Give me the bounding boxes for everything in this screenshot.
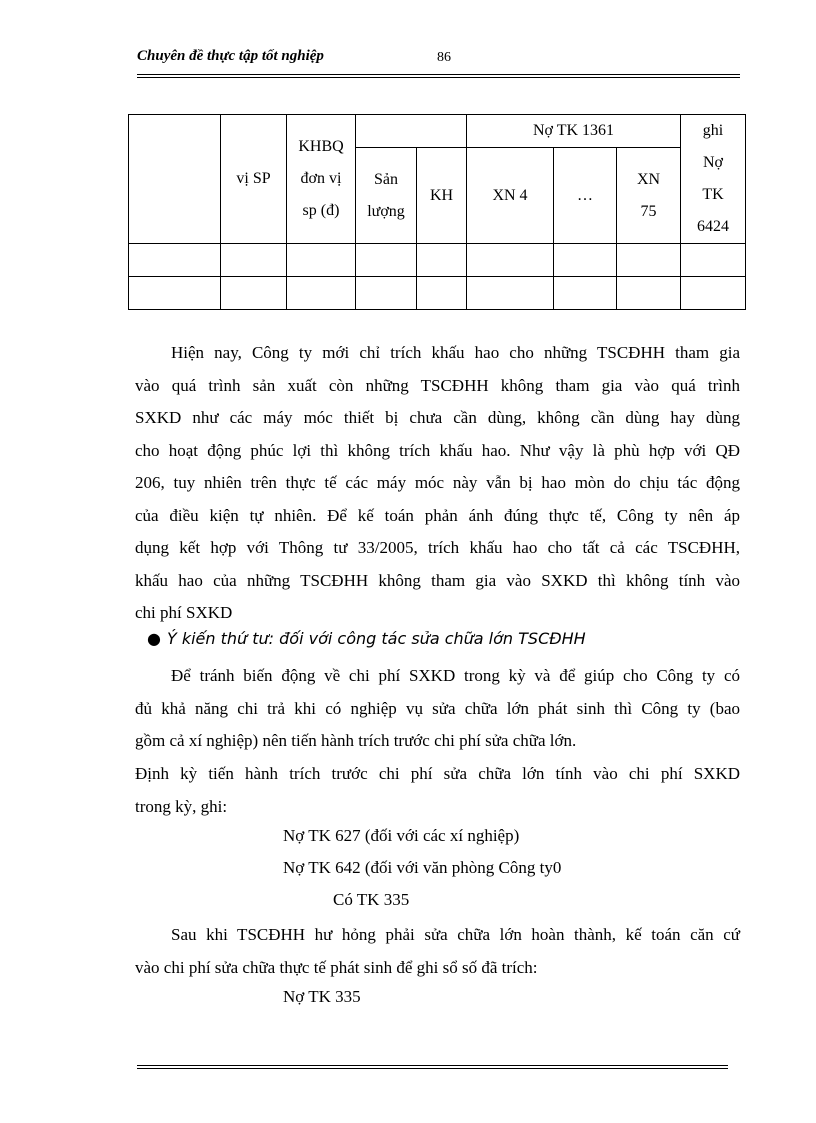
depreciation-table	[128, 114, 746, 310]
page-number: 86	[437, 50, 451, 65]
header-rule	[137, 77, 740, 78]
entry-debit-335: Nợ TK 335	[283, 987, 361, 1006]
table-header-cell: KHBQ đơn vị sp (đ)	[287, 115, 356, 244]
table-header-cell: XN 4	[467, 148, 554, 244]
table-header-cell: Sản lượng	[356, 148, 417, 244]
paragraph-after-repair: Sau khi TSCĐHH hư hỏng phải sửa chữa lớn hoàn thành, kế toán căn cứ vào chi phí sửa chữa thực tế phát sinh để ghi sổ số đã trích:	[135, 925, 740, 977]
entry-debit-642: Nợ TK 642 (đối với văn phòng Công ty0	[283, 858, 562, 877]
table-header-cell	[356, 115, 467, 148]
paragraph-depreciation: Hiện nay, Công ty mới chỉ trích khấu hao cho những TSCĐHH tham gia vào quá trình sản xuất còn những TSCĐHH không tham gia vào quá trình SXKD như các máy móc thiết bị chưa cần dùng, không cần dùng hay dùng cho hoạt động phúc lợi thì không trích khấu hao. Như vậy là phù hợp với QĐ 206, tuy nhiên trên thực tế các máy móc này vẫn bị hao mòn do chịu tác động của điều kiện tự nhiên. Để kế toán phản ánh đúng thực tế, Công ty nên áp dụng kết hợp với Thông tư 33/2005, trích khấu hao cho tất cả các TSCĐHH, khấu hao của những TSCĐHH không tham gia vào SXKD thì không tính vào chi phí SXKD	[135, 343, 740, 622]
table-header-cell: KH	[417, 148, 467, 244]
table-header-cell: ghi Nợ TK 6424	[681, 115, 746, 244]
table-header-cell	[129, 115, 221, 244]
paragraph-periodic: Định kỳ tiến hành trích trước chi phí sửa chữa lớn tính vào chi phí SXKD trong kỳ, ghi:	[135, 764, 740, 816]
paragraph-repair-provision: Để tránh biến động về chi phí SXKD trong kỳ và để giúp cho Công ty có đủ khả năng chi trả khi có nghiệp vụ sửa chữa lớn phát sinh thì Công ty (bao gồm cả xí nghiệp) nên tiến hành trích trước chi phí sửa chữa lớn.	[135, 666, 740, 750]
table-header-cell: …	[554, 148, 617, 244]
table-header-cell: XN 75	[617, 148, 681, 244]
table-header-cell: Nợ TK 1361	[467, 115, 681, 148]
table-row	[129, 277, 746, 310]
entry-credit-335: Có TK 335	[333, 890, 410, 909]
bullet-icon: ●	[147, 629, 161, 648]
table-row	[129, 244, 746, 277]
bullet-item: ● Ý kiến thứ tư: đối với công tác sửa chữa lớn TSCĐHH	[147, 629, 586, 648]
header-rule	[137, 74, 740, 75]
entry-debit-627: Nợ TK 627 (đối với các xí nghiệp)	[283, 826, 520, 845]
footer-rule	[137, 1065, 728, 1066]
header-title: Chuyên đề thực tập tốt nghiệp	[137, 48, 324, 64]
table-header-cell: vị SP	[221, 115, 287, 244]
footer-rule	[137, 1068, 728, 1069]
